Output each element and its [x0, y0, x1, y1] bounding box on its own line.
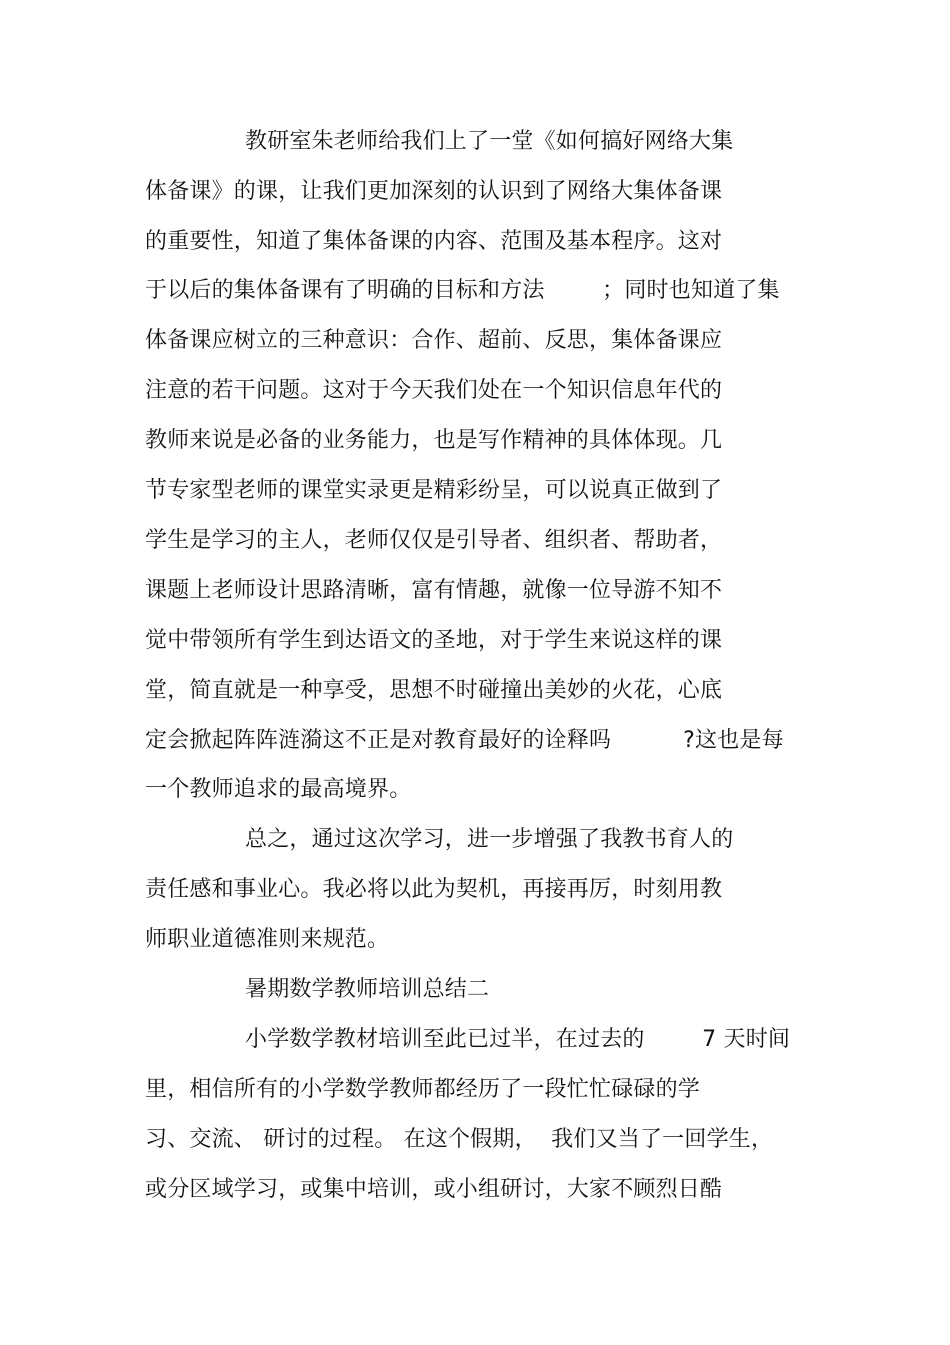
- paragraph-line-14: 一个教师追求的最高境界。: [145, 777, 412, 802]
- paragraph-line-20: 里，相信所有的小学数学教师都经历了一段忙忙碌碌的学: [145, 1077, 701, 1102]
- paragraph-line-19: 小学数学教材培训至此已过半，在过去的 7 天时间: [245, 1027, 791, 1052]
- paragraph-line-2: 体备课》的课，让我们更加深刻的认识到了网络大集体备课: [145, 179, 723, 204]
- paragraph-line-17: 师职业道德准则来规范。: [145, 927, 390, 952]
- paragraph-line-22: 或分区域学习，或集中培训，或小组研讨，大家不顾烈日酷: [145, 1177, 723, 1202]
- paragraph-line-15: 总之，通过这次学习，进一步增强了我教书育人的: [245, 827, 734, 852]
- paragraph-line-6: 注意的若干问题。这对于今天我们处在一个知识信息年代的: [145, 378, 723, 403]
- paragraph-line-13: 定会掀起阵阵涟漪这不正是对教育最好的诠释吗 ?这也是每: [145, 728, 784, 753]
- paragraph-line-8: 节专家型老师的课堂实录更是精彩纷呈，可以说真正做到了: [145, 478, 723, 503]
- paragraph-line-4: 于以后的集体备课有了明确的目标和方法 ；同时也知道了集: [145, 278, 780, 303]
- paragraph-line-10: 课题上老师设计思路清晰，富有情趣，就像一位导游不知不: [145, 578, 723, 603]
- paragraph-line-3: 的重要性，知道了集体备课的内容、范围及基本程序。这对: [145, 229, 723, 254]
- paragraph-line-16: 责任感和事业心。我必将以此为契机，再接再厉，时刻用教: [145, 877, 723, 902]
- paragraph-line-21: 习、交流、 研讨的过程。 在这个假期， 我们又当了一回学生，: [145, 1127, 774, 1152]
- paragraph-line-1: 教研室朱老师给我们上了一堂《如何搞好网络大集: [245, 129, 734, 154]
- paragraph-line-11: 觉中带领所有学生到达语文的圣地，对于学生来说这样的课: [145, 628, 723, 653]
- paragraph-line-12: 堂，简直就是一种享受，思想不时碰撞出美妙的火花，心底: [145, 678, 723, 703]
- paragraph-line-9: 学生是学习的主人，老师仅仅是引导者、组织者、帮助者，: [145, 528, 723, 553]
- paragraph-line-5: 体备课应树立的三种意识：合作、超前、反思，集体备课应: [145, 328, 723, 353]
- paragraph-line-7: 教师来说是必备的业务能力，也是写作精神的具体体现。几: [145, 428, 723, 453]
- section-heading: 暑期数学教师培训总结二: [245, 977, 490, 1002]
